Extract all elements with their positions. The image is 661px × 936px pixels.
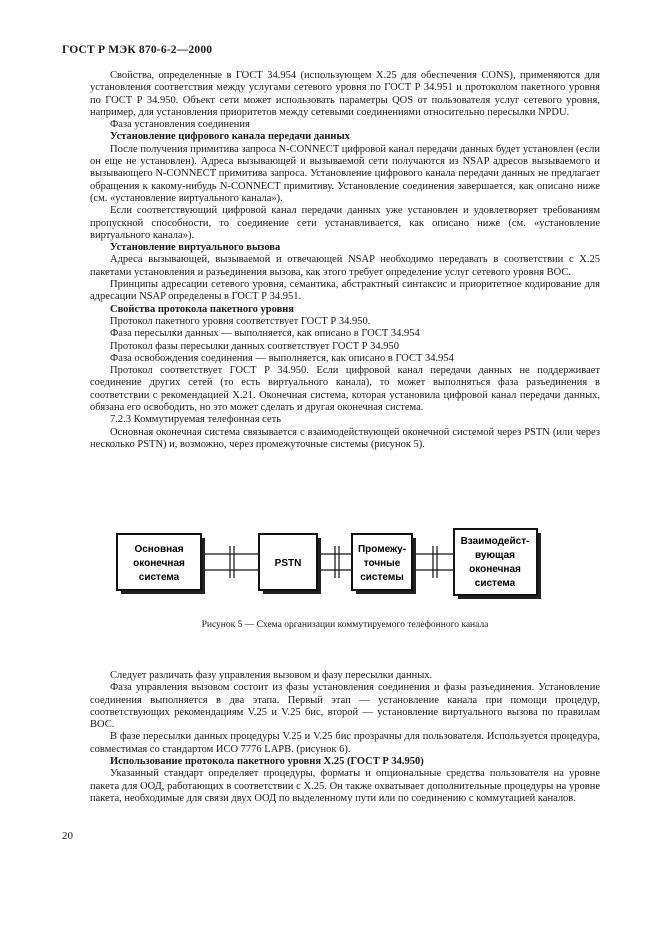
paragraph: Фаза освобождения соединения — выполняется, как описано в ГОСТ 34.954	[110, 352, 454, 364]
box-label: Взаимодейст-	[460, 536, 530, 547]
paragraph: Фаза установления соединения	[110, 119, 250, 131]
paragraph: Адреса вызывающей, вызываемой и отвечающей NSAP необходимо передавать в соответствии с X.25 пакетами установления и разъединения вызова, как этого требует определение услуг сетевого уровня ВОС.	[90, 254, 600, 278]
box-intermediate-systems	[352, 534, 412, 590]
body-text-bottom	[90, 670, 600, 805]
box-label: оконечная	[133, 558, 185, 569]
page-header: ГОСТ Р МЭК 870-6-2—2000	[62, 44, 213, 56]
subheading: Использование протокола пакетного уровня X.25 (ГОСТ Р 34.950)	[110, 756, 424, 768]
paragraph: Основная оконечная система связывается с взаимодействующей оконечной системой через PSTN (или через несколько PSTN) и, возможно, через промежуточные системы (рисунок 5).	[90, 426, 600, 450]
box-cooperating-end-system	[454, 529, 537, 595]
body-text-top	[90, 70, 600, 451]
box-label: PSTN	[274, 558, 302, 569]
paragraph: Если соответствующий цифровой канал передачи данных уже установлен и удовлетворяет требованиям пропускной способности, то соединение сети устанавливается, как описано ниже (см. «установление виртуального канала»).	[90, 205, 600, 241]
paragraph: Фаза пересылки данных — выполняется, как описано в ГОСТ 34.954	[110, 328, 420, 340]
paragraph: Свойства, определенные в ГОСТ 34.954 (использующем X.25 для обеспечения CONS), применяются для установления соответствия между услугами сетевого уровня по ГОСТ Р 34.951 и протоколом пакетного уровня по ГОСТ Р 34.950. Объект сети может использовать параметры QOS от пользователя услуг сетевого уровня, например, для установления приоритетов между сетевыми соединениями относительно пересылки NPDU.	[90, 70, 600, 118]
box-label: оконечная	[469, 564, 521, 575]
box-main-end-system	[117, 534, 201, 590]
box-label: вующая	[475, 550, 515, 561]
box-label: Промежу-	[357, 544, 407, 555]
paragraph: Следует различать фазу управления вызовом и фазу пересылки данных.	[110, 670, 433, 681]
figure-caption: Рисунок 5 — Схема организации коммутируемого телефонного канала	[201, 620, 489, 630]
box-label: точные	[363, 558, 401, 569]
box-label: система	[474, 578, 516, 589]
paragraph: Протокол пакетного уровня соответствует ГОСТ Р 34.950.	[110, 315, 371, 327]
subheading: Установление цифрового канала передачи данных	[110, 131, 350, 143]
section-heading: 7.2.3 Коммутируемая телефонная сеть	[110, 414, 281, 426]
box-label: системы	[360, 572, 404, 583]
box-pstn	[259, 534, 317, 590]
page-number: 20	[62, 830, 73, 842]
paragraph: В фазе пересылки данных процедуры V.25 и V.25 бис прозрачны для пользователя. Используется процедура, совместимая со стандартом ИСО 7776 LAPB. (рисунок 6).	[90, 731, 600, 755]
paragraph: Указанный стандарт определяет процедуры, форматы и опциональные средства пользователя на уровне пакета для ООД, работающих в соответствии с X.25. Он также охватывает дополнительные процедуры на уровне пакета, необходимые для связи двух ООД по выделенному пути или по соединению с коммутацией каналов.	[90, 768, 600, 804]
paragraph: После получения примитива запроса N-CONNECT цифровой канал передачи данных будет установлен (если он еще не установлен). Адреса вызывающей и вызываемой сети получаются из NSAP адресов вызываемого и вызывающего N-CONNECT примитива запроса. Установление цифрового канала передачи данных не предлагает обращения к какому-нибудь N-CONNECT примитиву. Установление соединения завершается, как описано ниже (см. «установление виртуального канала»).	[90, 143, 600, 204]
subheading: Установление виртуального вызова	[110, 242, 281, 254]
box-label: система	[138, 572, 180, 583]
subheading: Свойства протокола пакетного уровня	[110, 303, 294, 315]
box-label: Основная	[134, 544, 184, 555]
connector-lines	[205, 546, 454, 578]
paragraph: Принципы адресации сетевого уровня, семантика, абстрактный синтаксис и приоритетное кодирование для адресации NSAP определены в ГОСТ Р 34.951.	[90, 279, 600, 303]
network-diagram	[112, 528, 552, 600]
paragraph: Протокол соответствует ГОСТ Р 34.950. Если цифровой канал передачи данных не поддерживает соединение других сетей (то есть виртуального канала), то может выполняться фаза разъединения в соответствии с рекомендацией X.21. Оконечная система, которая установила цифровой канал передачи данных, обязана его освободить, но это может сделать и другая оконечная система.	[90, 365, 600, 414]
paragraph: Фаза управления вызовом состоит из фазы установления соединения и фазы разъединения. Установление соединения выполняется в два этапа. Первый этап — установление канала при помощи процедур, соответствующих рекомендациям V.25 и V.25 бис, второй — установление виртуального вызова по правилам ВОС.	[90, 682, 600, 731]
paragraph: Протокол фазы пересылки данных соответствует ГОСТ Р 34.950	[110, 340, 400, 352]
